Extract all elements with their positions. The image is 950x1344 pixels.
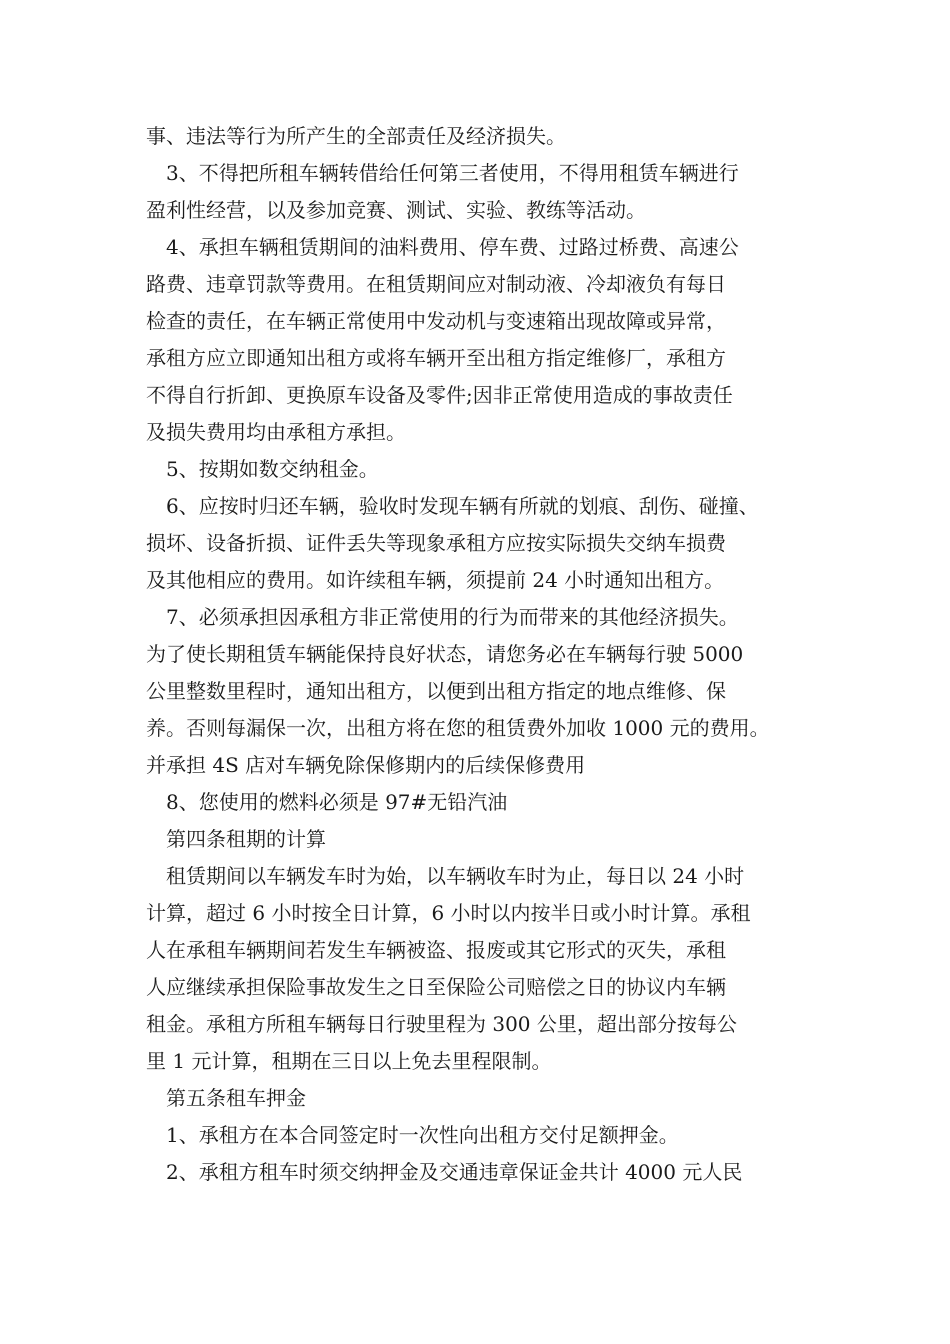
text-line: 计算，超过 6 小时按全日计算，6 小时以内按半日或小时计算。承租 bbox=[146, 901, 751, 925]
text-line: 不得自行折卸、更换原车设备及零件;因非正常使用造成的事故责任 bbox=[146, 383, 733, 407]
text-line: 承租方应立即通知出租方或将车辆开至出租方指定维修厂，承租方 bbox=[146, 346, 726, 370]
text-line: 并承担 4S 店对车辆免除保修期内的后续保修费用 bbox=[146, 753, 586, 777]
text-line: 里 1 元计算，租期在三日以上免去里程限制。 bbox=[146, 1049, 552, 1073]
text-line: 盈利性经营，以及参加竞赛、测试、实验、教练等活动。 bbox=[146, 198, 646, 222]
text-line: 2、承租方租车时须交纳押金及交通违章保证金共计 4000 元人民 bbox=[166, 1160, 743, 1184]
text-line: 4、承担车辆租赁期间的油料费用、停车费、过路过桥费、高速公 bbox=[166, 235, 739, 259]
text-line: 租赁期间以车辆发车时为始，以车辆收车时为止，每日以 24 小时 bbox=[166, 864, 745, 888]
text-line: 5、按期如数交纳租金。 bbox=[166, 457, 379, 481]
text-line: 1、承租方在本合同签定时一次性向出租方交付足额押金。 bbox=[166, 1123, 679, 1147]
text-line: 路费、违章罚款等费用。在租赁期间应对制动液、冷却液负有每日 bbox=[146, 272, 726, 296]
text-line: 及其他相应的费用。如许续租车辆，须提前 24 小时通知出租方。 bbox=[146, 568, 725, 592]
text-line: 人应继续承担保险事故发生之日至保险公司赔偿之日的协议内车辆 bbox=[146, 975, 726, 999]
contract-text bbox=[146, 118, 826, 1191]
text-line: 3、不得把所租车辆转借给任何第三者使用，不得用租赁车辆进行 bbox=[166, 161, 739, 185]
text-line: 6、应按时归还车辆，验收时发现车辆有所就的划痕、刮伤、碰撞、 bbox=[166, 494, 759, 518]
text-line: 公里整数里程时，通知出租方，以便到出租方指定的地点维修、保 bbox=[146, 679, 726, 703]
text-line: 为了使长期租赁车辆能保持良好状态，请您务必在车辆每行驶 5000 bbox=[146, 642, 744, 666]
text-line: 养。否则每漏保一次，出租方将在您的租赁费外加收 1000 元的费用。 bbox=[146, 716, 770, 740]
text-line: 8、您使用的燃料必须是 97#无铅汽油 bbox=[166, 790, 508, 814]
text-line: 租金。承租方所租车辆每日行驶里程为 300 公里，超出部分按每公 bbox=[146, 1012, 737, 1036]
text-line: 损坏、设备折损、证件丢失等现象承租方应按实际损失交纳车损费 bbox=[146, 531, 726, 555]
text-line: 人在承租车辆期间若发生车辆被盗、报废或其它形式的灭失，承租 bbox=[146, 938, 726, 962]
text-line: 7、必须承担因承租方非正常使用的行为而带来的其他经济损失。 bbox=[166, 605, 739, 629]
text-line: 及损失费用均由承租方承担。 bbox=[146, 420, 406, 444]
text-line: 第四条租期的计算 bbox=[166, 827, 326, 851]
text-line: 事、违法等行为所产生的全部责任及经济损失。 bbox=[146, 124, 566, 148]
text-line: 检查的责任，在车辆正常使用中发动机与变速箱出现故障或异常， bbox=[146, 309, 726, 333]
text-line: 第五条租车押金 bbox=[166, 1086, 306, 1110]
